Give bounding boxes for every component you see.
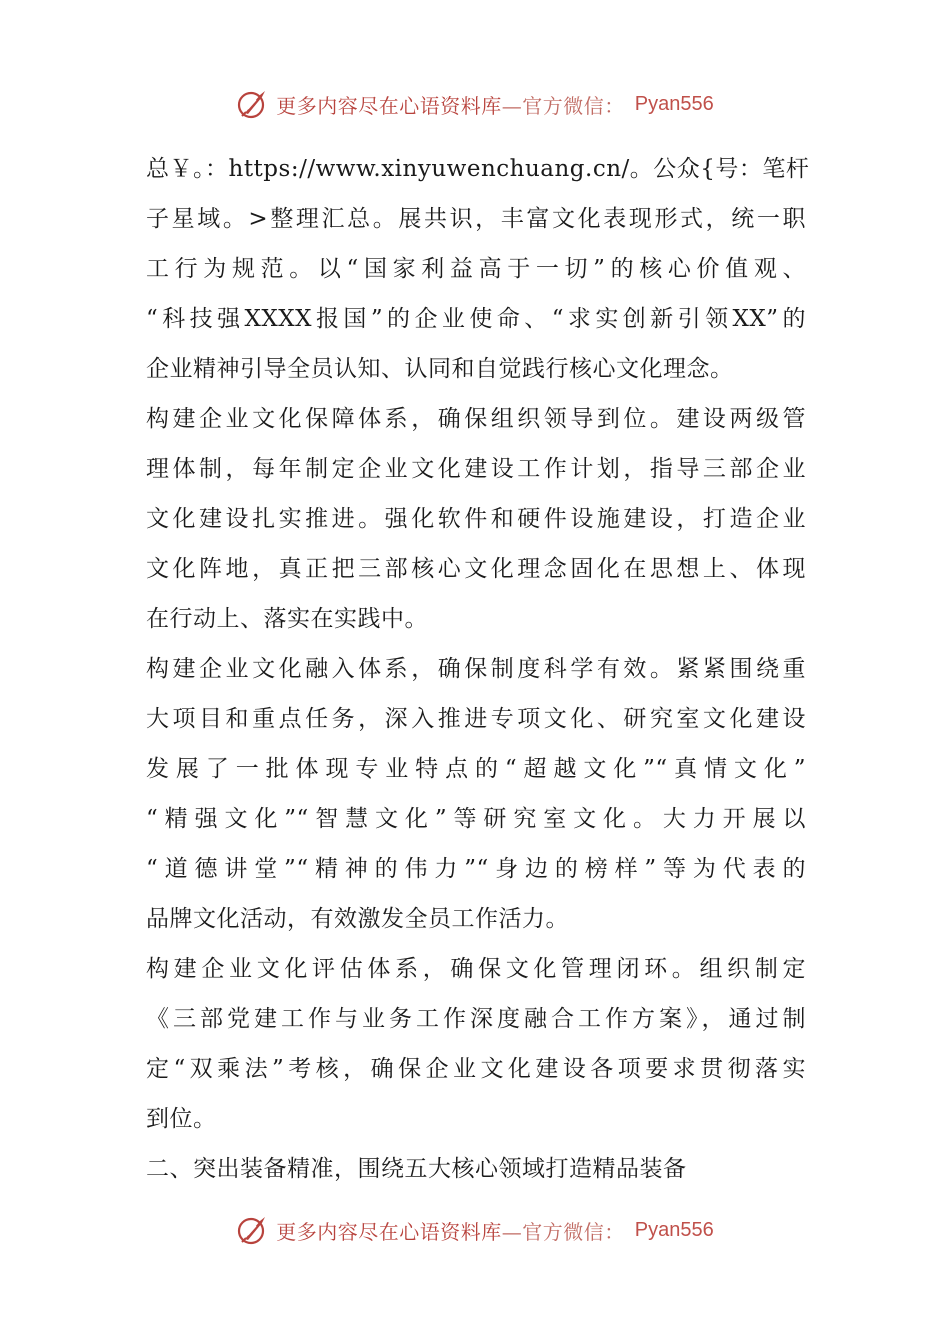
text-line: 二、突出装备精准，围绕五大核心领域打造精品装备 — [146, 1156, 687, 1182]
text-line: 到位。 — [146, 1106, 217, 1132]
text-line: 品牌文化活动，有效激发全员工作活力。 — [146, 906, 569, 932]
text-line: 企业精神引导全员认知、认同和自觉践行核心文化理念。 — [146, 356, 734, 382]
text-line: 理体制，每年制定企业文化建设工作计划，指导三部企业 — [146, 456, 806, 482]
text-line: “道德讲堂”“精神的伟力”“身边的榜样”等为代表的 — [146, 856, 806, 882]
footer-watermark — [0, 1208, 950, 1252]
text-line: 构建企业文化评估体系，确保文化管理闭环。组织制定 — [146, 956, 806, 982]
text-line: 定“双乘法”考核，确保企业文化建设各项要求贯彻落实 — [146, 1056, 806, 1082]
text-line: 构建企业文化保障体系，确保组织领导到位。建设两级管 — [146, 406, 806, 432]
watermark-site-name: 更多内容尽在心语资料库 — [276, 93, 502, 118]
watermark-official-label: —官方微信： — [501, 93, 625, 118]
text-line: 文化建设扎实推进。强化软件和硬件设施建设，打造企业 — [146, 506, 806, 532]
text-line: “精强文化”“智慧文化”等研究室文化。大力开展以 — [146, 806, 806, 832]
text-line: 发展了一批体现专业特点的“超越文化”“真情文化” — [146, 756, 806, 782]
quill-pen-logo-icon — [236, 87, 270, 121]
text-line: 《三部党建工作与业务工作深度融合工作方案》，通过制 — [146, 1006, 806, 1032]
watermark-wechat-id: Pyan556 — [634, 92, 714, 115]
watermark-wechat-id: Pyan556 — [634, 1218, 714, 1241]
text-line: 构建企业文化融入体系，确保制度科学有效。紧紧围绕重 — [146, 656, 806, 682]
text-line: “科技强XXXX报国”的企业使命、“求实创新引领XX”的 — [146, 306, 806, 332]
quill-pen-logo-icon — [236, 1213, 270, 1247]
watermark-official-label: —官方微信： — [501, 1219, 625, 1244]
text-line: 工行为规范。以“国家利益高于一切”的核心价值观、 — [146, 256, 806, 282]
watermark-text — [276, 90, 625, 119]
watermark-text — [276, 1216, 625, 1245]
text-line: 在行动上、落实在实践中。 — [146, 606, 428, 632]
text-line: 大项目和重点任务，深入推进专项文化、研究室文化建设 — [146, 706, 806, 732]
document-body — [146, 144, 810, 1194]
text-line: 子星域。>整理汇总。展共识，丰富文化表现形式，统一职 — [146, 206, 806, 232]
header-watermark — [0, 82, 950, 126]
watermark-site-name: 更多内容尽在心语资料库 — [276, 1219, 502, 1244]
text-line: 总￥。：https://www.xinyuwenchuang.cn/。公众{号：笔杆 — [146, 156, 810, 182]
text-line: 文化阵地，真正把三部核心文化理念固化在思想上、体现 — [146, 556, 806, 582]
